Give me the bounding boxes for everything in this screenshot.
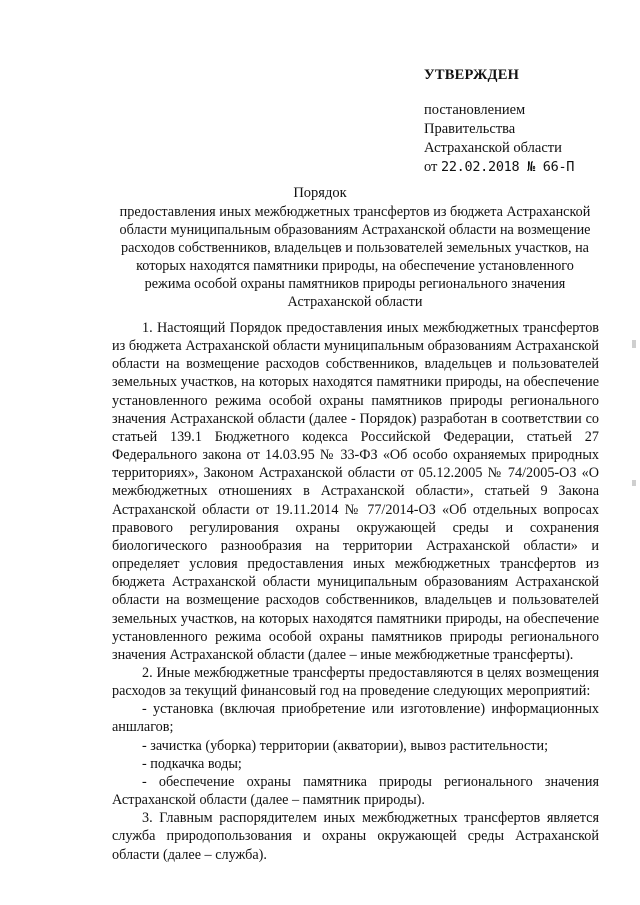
approval-heading: УТВЕРЖДЕН [424,67,520,83]
list-item: - зачистка (уборка) территории (акватории), вывоз растительности; [142,737,549,754]
approval-date-line [424,158,574,177]
paragraph-2: 2. Иные межбюджетные трансферты предоставляются в целях возмещения расходов за текущий финансовый год на проведение следующих мероприятий: [112,664,599,700]
approval-date-number: 22.02.2018 № 66-П [441,159,575,175]
list-item: - подкачка воды; [142,755,242,772]
document-body [112,319,599,864]
paragraph-1: 1. Настоящий Порядок предоставления иных межбюджетных трансфертов из бюджета Астраханской области муниципальным образованиям Астраханской области на возмещение расходов собственников, владельцев и пользователей земельных участков, на которых находятся памятники природы, на обеспечение установленного режима особой охраны памятников природы регионального значения Астраханской области (далее - Порядок) разработан в соответствии со статьей 139.1 Бюджетного кодекса Российской Федерации, статьей 27 Федерального закона от 14.03.95 № 33-ФЗ «Об особо охраняемых природных территориях», Законом Астраханской области от 05.12.2005 № 74/2005-ОЗ «О межбюджетных отношениях в Астраханской области», статьей 9 Закона Астраханской области от 19.11.2014 № 77/2014-ОЗ «Об отдельных вопросах правового регулирования охраны окружающей среды и сохранения биологического разнообразия на территории Астраханской области» и определяет условия предоставления иных межбюджетных трансфертов из бюджета Астраханской области муниципальным образованиям Астраханской области на возмещение расходов собственников, владельцев и пользователей земельных участков, на которых находятся памятники природы, на обеспечение установленного режима особой охраны памятников природы регионального значения Астраханской области (далее – иные межбюджетные трансферты). [112,320,599,663]
paragraph-3: 3. Главным распорядителем иных межбюджетных трансфертов является служба природопользования и охраны окружающей среды Астраханской области (далее – служба). [112,810,599,863]
approval-block [424,66,574,177]
list-item: - обеспечение охраны памятника природы регионального значения Астраханской области (далее – памятник природы). [112,773,599,809]
approval-line-region: Астраханской области [424,140,562,156]
approval-line-government: Правительства [424,121,516,137]
scan-artifact [632,480,636,486]
approval-line-resolution: постановлением [424,102,526,118]
document-title: Порядок [293,185,347,201]
scan-artifact [632,340,636,348]
approval-date-prefix: от [424,159,438,175]
document-subtitle: предоставления иных межбюджетных трансфертов из бюджета Астраханской области муниципальным образованиям Астраханской области на возмещение расходов собственников, владельцев и пользователей земельных участков, на которых находятся памятники природы, на обеспечение установленного режима особой охраны памятников природы регионального значения Астраханской области [119,204,591,310]
list-item: - установка (включая приобретение или изготовление) информационных аншлагов; [112,701,599,736]
